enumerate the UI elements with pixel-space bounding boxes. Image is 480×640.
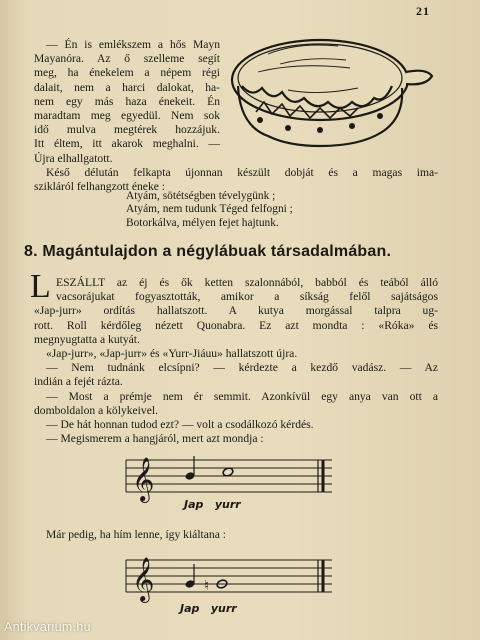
first-paragraph (34, 276, 438, 347)
text-line: Már pedig, ha hím lenne, így kiáltana : (46, 528, 226, 541)
text-line: indián a fejét rázta. (34, 375, 123, 389)
section-heading: 8. Magántulajdon a négylábuak társadalmában. (24, 243, 392, 260)
text-line: idő mulva megtérek hozzájuk. (34, 123, 220, 137)
text-line: megnyugtatta a kutyát. (34, 332, 140, 346)
text-line: Mayanóra. Az ő szelleme segít (34, 52, 220, 66)
text-line: Késő délután felkapta újonnan készült dobját és a magas ima- (46, 166, 438, 179)
text-line: vacsorájukat fogyasztották, amikor a síkság felől sajátságos (56, 290, 438, 304)
text-line: — Megismerem a hangjáról, mert azt mondja : (46, 432, 264, 446)
verse-line: Botorkálva, mélyen fejet hajtunk. (126, 216, 279, 229)
intro-paragraph (34, 38, 220, 166)
music-staff-1 (124, 452, 334, 522)
page-number: 21 (416, 4, 430, 18)
text-line: maradtam meg egyedül. Nem sok (34, 109, 220, 123)
svg-text:♮: ♮ (204, 578, 210, 594)
text-line: dalait, nem a harci dalokat, ha- (34, 80, 220, 94)
text-line: ESZÁLLT az éj és ők ketten szalonnából, babból és teából álló (56, 276, 438, 289)
text-line: — Most a prémje nem ér semmit. Azonkívül egy anya van ott a (46, 389, 438, 403)
drop-cap: L (30, 268, 51, 305)
dialogue-paragraph (34, 347, 438, 446)
text-line: «Jap-jurr», «Jap-jurr» és «Yurr-Jiáuu» hallatszott újra. (46, 347, 298, 360)
staff-lyrics-2: Jap yurr (180, 602, 237, 615)
text-line: Itt éltem, itt akarok meghalni. — (34, 137, 220, 151)
staff-lyrics-1: Jap yurr (184, 498, 241, 511)
svg-text:𝄞: 𝄞 (132, 457, 155, 501)
text-line: «Jap-jurr» ordítás hallatszott. A kutya morgással talpra ug- (34, 304, 438, 318)
text-line: rott. Roll kérdőleg nézett Quonabra. Ez azt mondta : «Róka» és (34, 318, 438, 332)
text-line: — De hát honnan tudod ezt? — volt a csodálkozó kérdés. (46, 418, 314, 432)
text-line: meg, ha énekelem a népem régi (34, 66, 220, 80)
song-verse (34, 190, 438, 230)
text-line: — Nem tudnánk elcsípni? — kérdezte a kezdő vadász. — Az (46, 361, 438, 375)
verse-line: Atyám, nem tudunk Téged felfogni ; (126, 203, 293, 216)
staff-notation-1 (124, 452, 334, 522)
text-line: nem egy más haza énekeit. Én (34, 94, 220, 108)
text-line: szikláról felhangzott éneke : (34, 180, 166, 194)
verse-line: Atyám, sötétségben tévelygünk ; (126, 190, 276, 202)
watermark: Antikvarium.hu (4, 620, 91, 634)
between-text (34, 528, 438, 542)
svg-text:𝄞: 𝄞 (132, 557, 155, 601)
text-line: domboldalon a kölykeivel. (34, 403, 158, 417)
text-line: — Én is emlékszem a hős Mayn (46, 38, 220, 51)
drum-illustration (228, 20, 448, 150)
text-line: Újra elhallgatott. (34, 151, 113, 165)
music-staff-2 (124, 552, 334, 622)
